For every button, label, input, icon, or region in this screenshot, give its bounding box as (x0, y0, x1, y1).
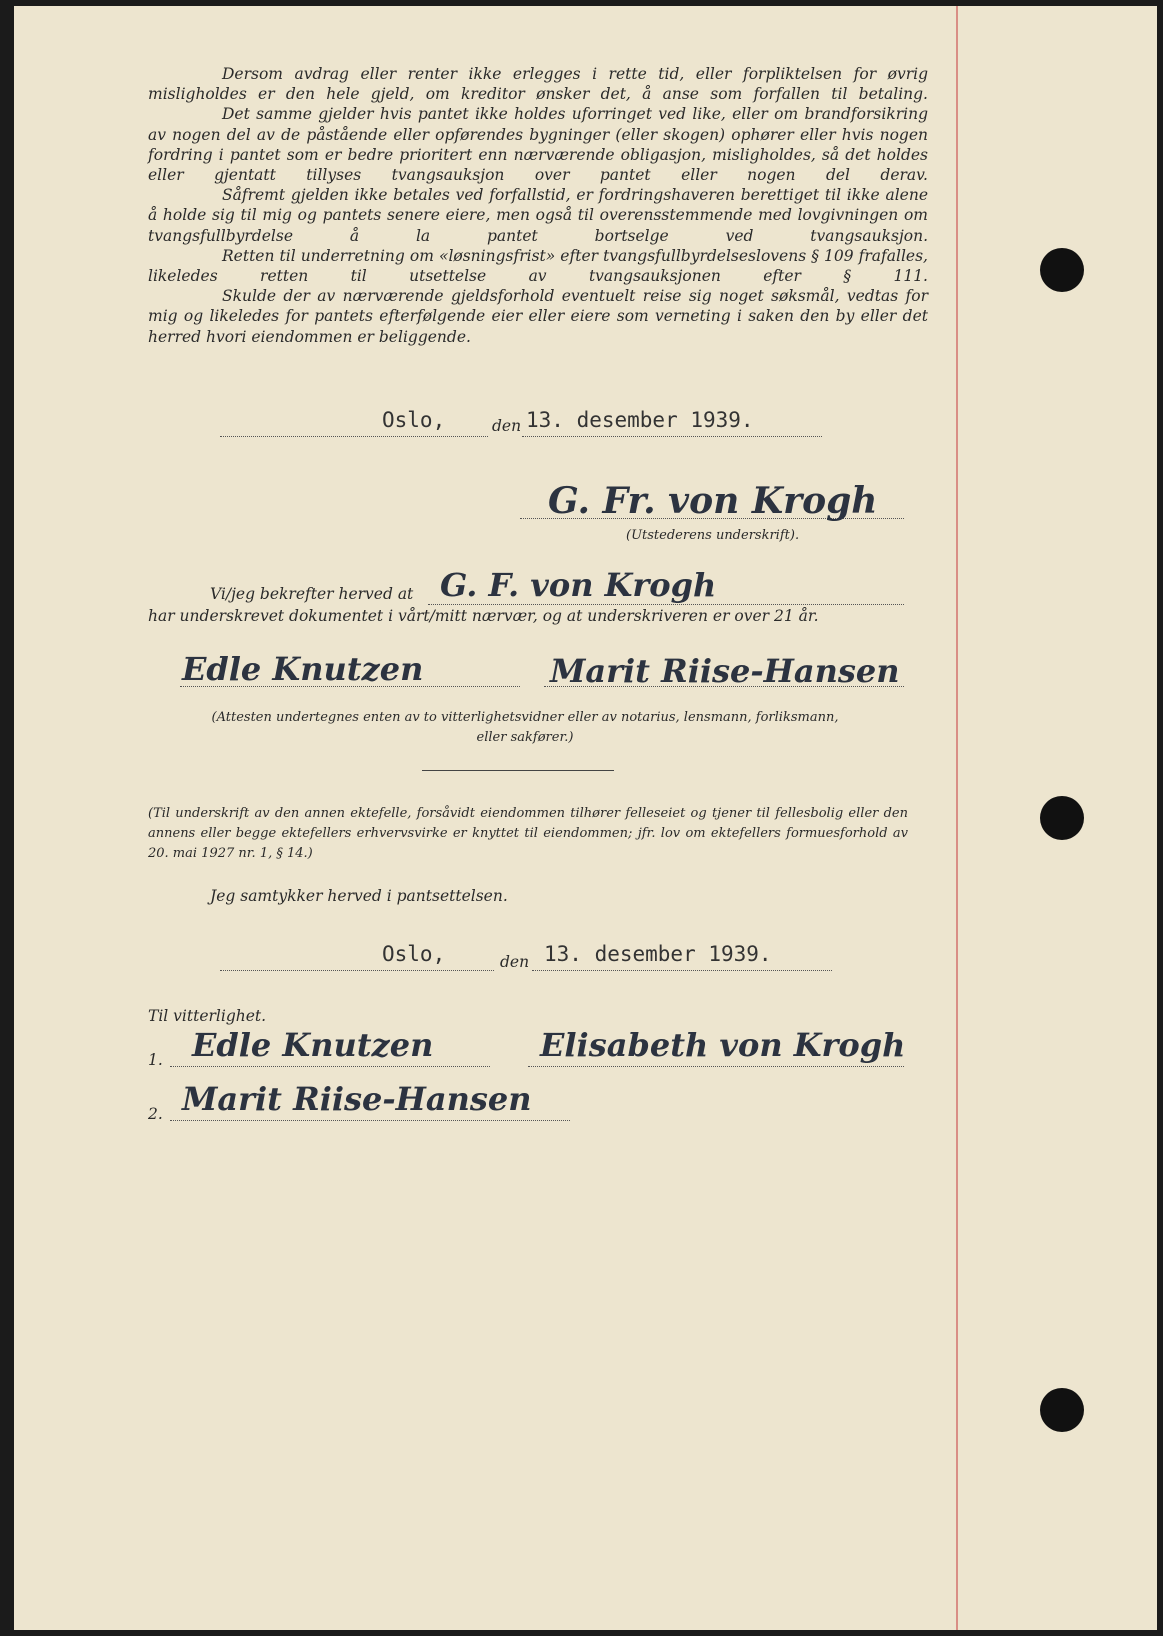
spouse-signature-line (528, 1066, 904, 1067)
vitterlighet-line-1 (170, 1066, 490, 1067)
witness-statement-prefix: Vi/jeg bekrefter herved at (210, 585, 414, 603)
date-text: 13. desember 1939. (526, 408, 754, 432)
vitterlighet-label: Til vitterlighet. (148, 1007, 267, 1025)
issuer-signature: G. Fr. von Krogh (548, 480, 878, 522)
punch-hole (1040, 248, 1084, 292)
terms-paragraph: Skulde der av nærværende gjeldsforhold eventuelt reise sig noget søksmål, vedtas for mig og likeledes for pantets efterfølgende eier eller eiere som verneting i saken den by eller det herred hvori eiendommen er beliggende. (148, 287, 928, 346)
document-page (14, 6, 1157, 1630)
place-line (220, 436, 488, 437)
witness-number: 2. (148, 1105, 163, 1123)
red-margin-rule (956, 6, 958, 1630)
place-text: Oslo, (382, 942, 446, 966)
attest-note: (Attesten undertegnes enten av to vitterlighetsvidner eller av notarius, lensmann, forliksmann, eller sakfører.) (211, 710, 839, 745)
date-line (532, 970, 832, 971)
terms-paragraph: Retten til underretning om «løsningsfrist» efter tvangsfullbyrdelseslovens § 109 frafalles, likeledes retten til utsettelse av tvangsauksjonen efter § 111. (148, 246, 928, 286)
vitterlighet-witness-1-signature: Edle Knutzen (192, 1026, 434, 1064)
spouse-signature: Elisabeth von Krogh (540, 1026, 906, 1064)
place-line (220, 970, 494, 971)
den-label: den (500, 953, 530, 971)
issuer-caption: (Utstederens underskrift). (626, 528, 800, 543)
separator-rule (422, 770, 614, 771)
consent-text: Jeg samtykker herved i pantsettelsen. (210, 887, 508, 905)
witness-statement-line2: har underskrevet dokumentet i vårt/mitt nærvær, og at underskriveren er over 21 år. (148, 607, 819, 625)
terms-paragraph: Dersom avdrag eller renter ikke erlegges i rette tid, eller forpliktelsen for øvrig misligholdes er den hele gjeld, om kreditor ønsker det, å anse som forfallen til betaling. (148, 65, 928, 104)
terms-text (148, 64, 928, 347)
terms-paragraph: Det samme gjelder hvis pantet ikke holdes uforringet ved like, eller om brandforsikring av nogen del av de påstående eller opførendes bygninger (eller skogen) ophører eller hvis nogen fordring i pantet som er bedre prioritert enn nærværende obligasjon, misligholdes, så det holdes eller gjentatt tillyses tvangsauksjon over pantet eller nogen del derav. (148, 105, 928, 185)
date-line (522, 436, 822, 437)
witness-2-signature: Marit Riise-Hansen (550, 652, 900, 690)
den-label: den (492, 417, 522, 435)
witness-number: 1. (148, 1051, 163, 1069)
witness-1-signature: Edle Knutzen (182, 650, 424, 688)
spouse-note: (Til underskrift av den annen ektefelle, forsåvidt eiendommen tilhører felleseiet og tjener til fellesbolig eller den annens eller begge ektefellers erhvervsvirke er knyttet til eiendommen; jfr. lov om ektefellers formuesforhold av 20. mai 1927 nr. 1, § 14.) (148, 806, 908, 861)
vitterlighet-line-2 (170, 1120, 570, 1121)
terms-paragraph: Såfremt gjelden ikke betales ved forfallstid, er fordringshaveren berettiget til ikke alene å holde sig til mig og pantets senere eiere, men også til overensstemmende med lovgivningen om tvangsfullbyrdelse å la pantet bortselge ved tvangsauksjon. (148, 186, 928, 245)
vitterlighet-witness-2-signature: Marit Riise-Hansen (182, 1080, 532, 1118)
date-text: 13. desember 1939. (544, 942, 772, 966)
place-text: Oslo, (382, 408, 446, 432)
witnessed-name-signature: G. F. von Krogh (440, 566, 717, 604)
witness-name-line (428, 604, 904, 605)
punch-hole (1040, 796, 1084, 840)
punch-hole (1040, 1388, 1084, 1432)
